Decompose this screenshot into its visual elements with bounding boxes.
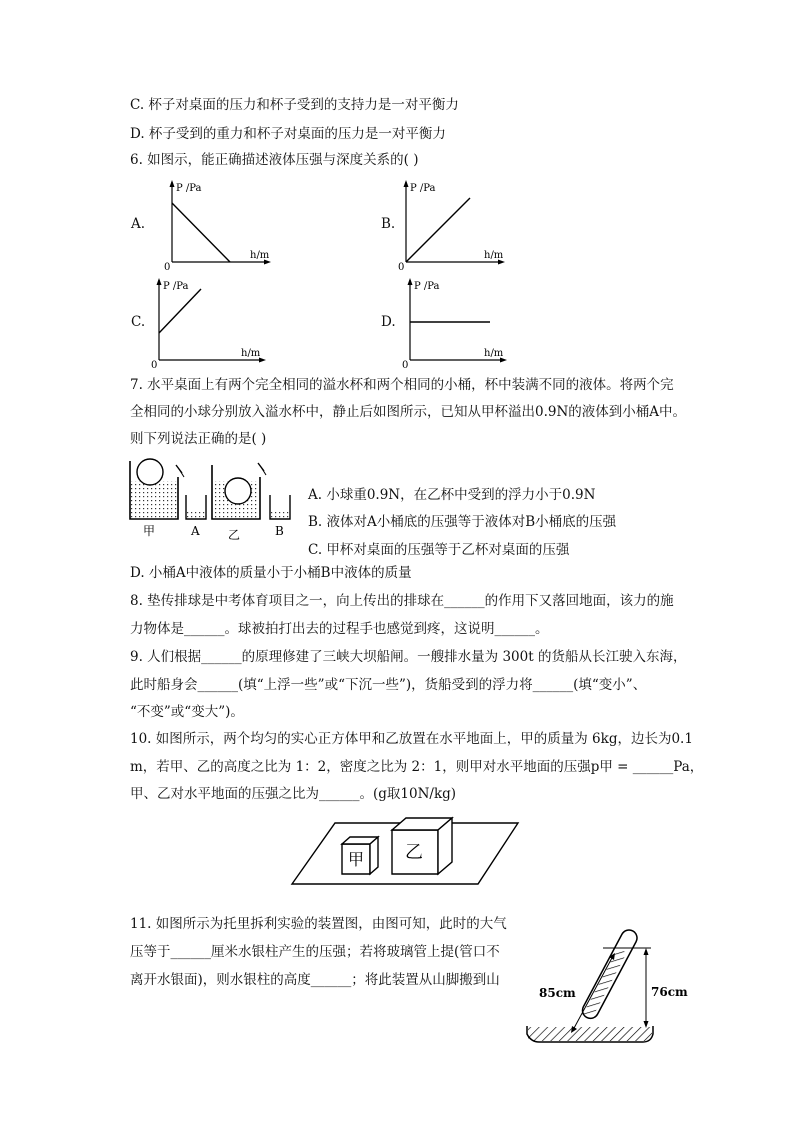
label-a: A xyxy=(191,524,200,538)
origin-label: 0 xyxy=(398,262,405,273)
x-axis-label: h/m xyxy=(250,250,270,261)
q7-option-d: D. 小桶A中液体的质量小于小桶B中液体的质量 xyxy=(130,565,412,581)
x-axis-label: h/m xyxy=(484,348,504,359)
origin-label: 0 xyxy=(402,360,409,371)
label-jia: 甲 xyxy=(143,524,156,538)
q8-line2: 力物体是______。球被拍打出去的过程手也感觉到疼，这说明______。 xyxy=(130,621,549,637)
q10-line1: 10. 如图所示，两个均匀的实心正方体甲和乙放置在水平地面上，甲的质量为 6kg，边长为0.1 xyxy=(130,731,693,747)
q11-torricelli-figure xyxy=(525,922,690,1052)
q6-graph-a-letter: A. xyxy=(131,216,146,232)
q10-line3: 甲、乙对水平地面的压强之比为______。(g取10N/kg) xyxy=(130,786,457,802)
q9-line2: 此时船身会______(填“上浮一些”或“下沉一些”)，货船受到的浮力将______(填“变小”、 xyxy=(130,677,647,693)
q7-option-b: B. 液体对A小桶底的压强等于液体对B小桶底的压强 xyxy=(308,514,617,530)
q6-graph-c xyxy=(137,276,277,371)
q10-line2: m，若甲、乙的高度之比为 1：2，密度之比为 2：1，则甲对水平地面的压强p甲 = ______Pa， xyxy=(130,759,704,775)
q6-graph-a xyxy=(150,178,280,273)
x-axis-label: h/m xyxy=(484,250,504,261)
q7-option-c: C. 甲杯对桌面的压强等于乙杯对桌面的压强 xyxy=(308,542,570,558)
q6-stem: 6. 如图示，能正确描述液体压强与深度关系的( ) xyxy=(130,152,419,168)
q7-option-a: A. 小球重0.9N，在乙杯中受到的浮力小于0.9N xyxy=(308,487,596,503)
cube-jia-label: 甲 xyxy=(348,850,365,869)
q11-line2: 压等于______厘米水银柱产生的压强；若将玻璃管上提(管口不 xyxy=(130,944,500,960)
x-axis-label: h/m xyxy=(241,348,261,359)
y-axis-label: P /Pa xyxy=(410,183,436,194)
y-axis-label: P /Pa xyxy=(176,183,202,194)
q5-option-c: C. 杯子对桌面的压力和杯子受到的支持力是一对平衡力 xyxy=(130,97,459,113)
q7-overflow-cups-figure xyxy=(126,455,301,545)
q6-graph-b xyxy=(384,178,514,273)
label-yi: 乙 xyxy=(228,528,241,542)
origin-label: 0 xyxy=(151,360,158,371)
y-axis-label: P /Pa xyxy=(163,281,189,292)
q6-graph-d-letter: D. xyxy=(381,314,396,330)
q9-line3: “不变”或“变大”)。 xyxy=(130,704,244,720)
q6-graph-c-letter: C. xyxy=(131,314,146,330)
tube-length-label: 85cm xyxy=(539,986,576,1000)
q7-stem-line3: 则下列说法正确的是( ) xyxy=(130,431,267,447)
column-height-label: 76cm xyxy=(651,985,688,999)
q8-line1: 8. 垫传排球是中考体育项目之一，向上传出的排球在______的作用下又落回地面，该力的施 xyxy=(130,593,674,609)
q5-option-d: D. 杯子受到的重力和杯子对桌面的压力是一对平衡力 xyxy=(130,126,446,142)
q6-graph-b-letter: B. xyxy=(381,216,396,232)
q11-line3: 离开水银面)，则水银柱的高度______；将此装置从山脚搬到山 xyxy=(130,972,500,988)
q11-line1: 11. 如图所示为托里拆利实验的装置图，由图可知，此时的大气 xyxy=(130,916,507,932)
q7-stem-line2: 全相同的小球分别放入溢水杯中，静止后如图所示，已知从甲杯溢出0.9N的液体到小桶A中。 xyxy=(130,404,687,420)
q9-line1: 9. 人们根据______的原理修建了三峡大坝船闸。一艘排水量为 300t 的货船从长江驶入东海， xyxy=(130,649,687,665)
cube-yi-label: 乙 xyxy=(405,842,423,863)
q7-stem-line1: 7. 水平桌面上有两个完全相同的溢水杯和两个相同的小桶，杯中装满不同的液体。将两个完 xyxy=(130,377,674,393)
q6-graph-d xyxy=(388,276,518,371)
q10-cubes-figure xyxy=(290,818,520,888)
label-b: B xyxy=(275,524,284,538)
origin-label: 0 xyxy=(164,262,171,273)
y-axis-label: P /Pa xyxy=(414,281,440,292)
